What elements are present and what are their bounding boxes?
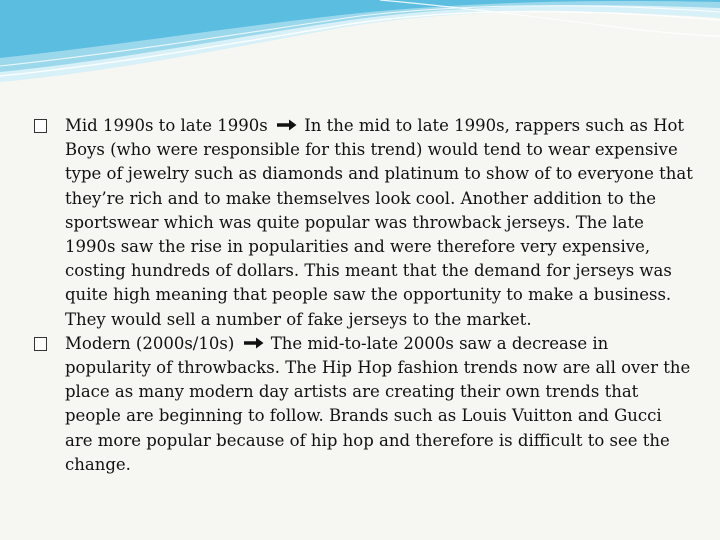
- slide-content: [34, 114, 694, 477]
- bullet-item-2: [34, 332, 694, 477]
- header-wave-decoration: [0, 0, 720, 90]
- bullet-heading: Modern (2000s/10s): [65, 333, 235, 353]
- bullet-square-icon: [34, 337, 47, 351]
- bullet-heading: Mid 1990s to late 1990s: [65, 116, 268, 135]
- bullet-square-icon: [34, 119, 47, 133]
- bullet-body: In the mid to late 1990s, rappers such as Hot Boys (who were responsible for this trend) would tend to wear expensive type of jewelry such as diamonds and platinum to show of to everyone that they’re rich and to make themselves look cool. Another addition to the sportswear which was quite popular was throwback jerseys. The late 1990s saw the rise in popularities and were therefore very expensive, costing hundreds of dollars. This meant that the demand for jerseys was quite high meaning that people saw the opportunity to make a business. They would sell a number of fake jerseys to the market.: [65, 116, 693, 329]
- bullet-body: The mid-to-late 2000s saw a decrease in popularity of throwbacks. The Hip Hop fashion trends now are all over the place as many modern day artists are creating their own trends that people are beginning to follow. Brands such as Louis Vuitton and Gucci are more popular because of hip hop and therefore is difficult to see the change.: [65, 333, 691, 474]
- bullet-item-1: [34, 114, 694, 332]
- right-arrow-icon: [276, 118, 298, 132]
- right-arrow-icon: [243, 336, 265, 350]
